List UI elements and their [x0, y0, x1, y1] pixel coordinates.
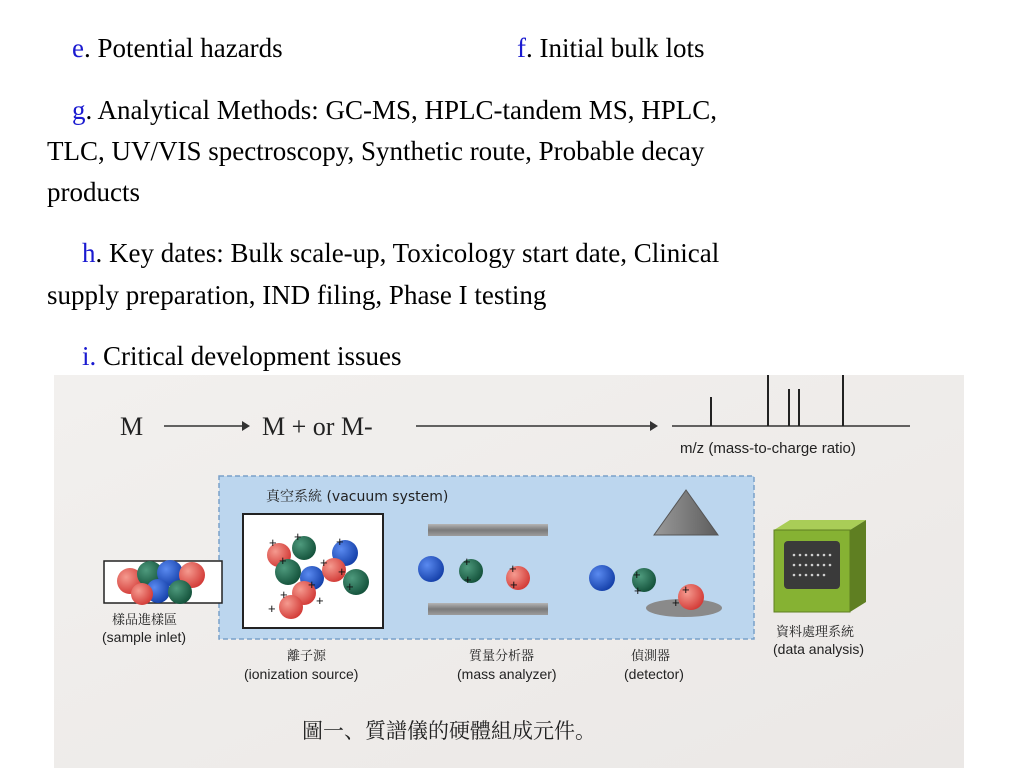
svg-text:+: +: [634, 583, 642, 598]
item-i-letter: i.: [82, 341, 97, 371]
item-f-text: . Initial bulk lots: [526, 33, 705, 63]
svg-text:+: +: [294, 529, 302, 544]
item-h-line2: supply preparation, IND filing, Phase I testing: [47, 280, 547, 310]
ion-source-zh: 離子源: [287, 649, 327, 664]
figure-caption: 圖一、質譜儀的硬體組成元件。: [302, 719, 596, 743]
data-analysis-zh: 資料處理系統: [776, 625, 855, 640]
ion-source-en: (ionization source): [244, 666, 359, 682]
item-e-letter: e: [72, 33, 84, 63]
mz-label: m/z (mass-to-charge ratio): [680, 440, 856, 457]
data-analysis-en: (data analysis): [773, 641, 865, 657]
svg-text:+: +: [279, 553, 287, 568]
svg-text:+: +: [464, 572, 472, 587]
svg-text:+: +: [463, 554, 471, 569]
svg-text:+: +: [682, 582, 690, 597]
detector-zh: 偵測器: [631, 649, 671, 664]
svg-text:+: +: [633, 567, 641, 582]
svg-text:+: +: [316, 593, 324, 608]
analyzer-plate-top: [428, 524, 548, 536]
item-h-line1: [82, 237, 719, 269]
item-f: [517, 32, 705, 64]
svg-text:+: +: [268, 601, 276, 616]
svg-text:+: +: [509, 561, 517, 576]
item-e-text: . Potential hazards: [83, 33, 283, 63]
item-h-text-1: . Key dates: Bulk scale-up, Toxicology start date, Clinical: [95, 238, 720, 268]
monitor-top: [774, 520, 866, 530]
item-h-letter: h: [82, 238, 96, 268]
item-f-letter: f: [517, 33, 526, 63]
svg-text:+: +: [320, 555, 328, 570]
detector-en: (detector): [624, 666, 684, 682]
svg-text:+: +: [336, 534, 344, 549]
sample-inlet-zh: 樣品進樣區: [112, 613, 178, 628]
item-e: [72, 32, 283, 64]
monitor-side: [850, 520, 866, 612]
svg-text:+: +: [308, 577, 316, 592]
svg-text:+: +: [280, 587, 288, 602]
svg-text:+: +: [269, 535, 277, 550]
svg-text:+: +: [338, 564, 346, 579]
ion-label: M + or M-: [262, 412, 373, 441]
item-i: [82, 340, 401, 372]
analyzer-zh: 質量分析器: [469, 649, 535, 664]
sample-inlet-en: (sample inlet): [102, 629, 187, 645]
analyzer-plate-bottom: [428, 603, 548, 615]
vacuum-label: 真空系統 (vacuum system): [266, 489, 449, 505]
svg-text:+: +: [346, 579, 354, 594]
item-g-line2: TLC, UV/VIS spectroscopy, Synthetic route, Probable decay: [47, 136, 705, 166]
mass-spectrometer-figure: [54, 375, 964, 768]
item-g-letter: g: [72, 95, 86, 125]
svg-text:+: +: [672, 595, 680, 610]
analyzer-en: (mass analyzer): [457, 666, 557, 682]
item-g-line3: products: [47, 177, 140, 207]
item-g-text-1: . Analytical Methods: GC-MS, HPLC-tandem MS, HPLC,: [85, 95, 718, 125]
svg-text:+: +: [510, 577, 518, 592]
item-i-text: Critical development issues: [96, 341, 402, 371]
m-label: M: [120, 412, 144, 441]
item-g-line1: [72, 94, 717, 126]
